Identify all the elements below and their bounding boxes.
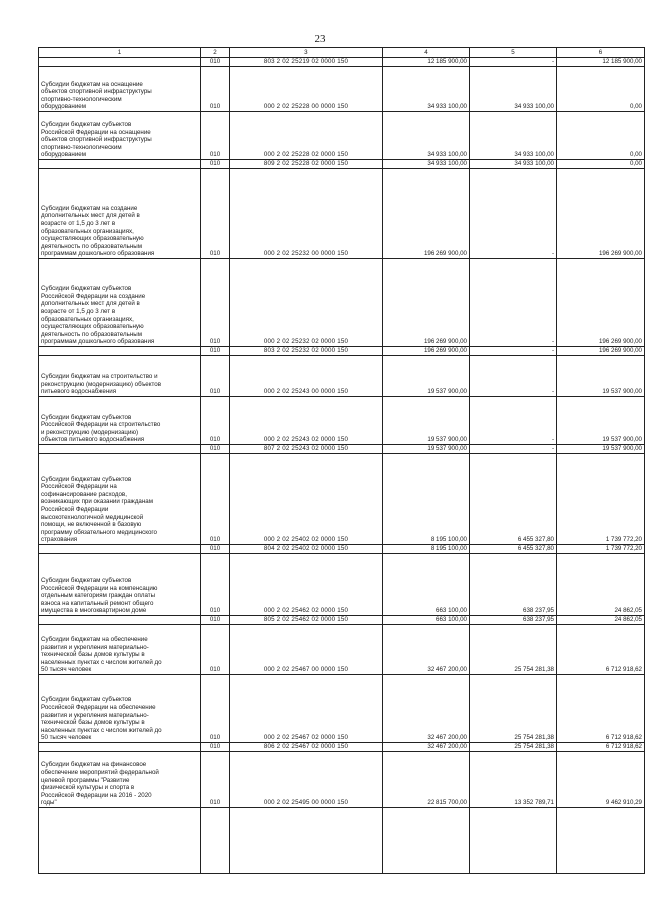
row-name-cell [39, 743, 201, 752]
row-amount-exec-cell: 638 237,95 [470, 554, 557, 616]
row-name-cell: Субсидии бюджетам на обеспечение развития и укрепления материально- технической базы домов культуры в населенных пунктах с числом жителей до 50 тысяч человек [39, 625, 201, 675]
row-amount-plan-cell: 196 269 900,00 [383, 347, 470, 356]
row-amount-plan-cell [383, 808, 470, 874]
row-amount-remain-cell: 24 862,05 [557, 616, 645, 625]
row-name-cell: Субсидии бюджетам субъектов Российской Федерации на обеспечение развития и укрепления материально- технической базы домов культуры в населенных пунктах с числом жителей до 50 тысяч человек [39, 675, 201, 743]
row-amount-remain-cell: 0,00 [557, 160, 645, 169]
row-name-cell: Субсидии бюджетам на создание дополнительных мест для детей в возрасте от 1,5 до 3 лет в образовательных организациях, осуществляющих образовательную деятельность по образовательным программам дошкольного образования [39, 169, 201, 259]
row-code-cell: 010 [201, 58, 230, 67]
row-code-cell: 010 [201, 616, 230, 625]
header-col-3: 3 [230, 48, 383, 58]
row-amount-plan-cell: 663 100,00 [383, 616, 470, 625]
row-amount-exec-cell: 25 754 281,38 [470, 675, 557, 743]
table-row [39, 545, 645, 554]
row-amount-remain-cell: 6 712 918,62 [557, 743, 645, 752]
row-code-cell: 010 [201, 160, 230, 169]
row-kbk-cell: 000 2 02 25228 02 0000 150 [230, 112, 383, 160]
row-name-cell: Субсидии бюджетам субъектов Российской Федерации на строительство и реконструкцию (модернизацию) объектов питьевого водоснабжения [39, 397, 201, 445]
row-amount-exec-cell: 6 455 327,80 [470, 545, 557, 554]
row-code-cell: 010 [201, 397, 230, 445]
table-row [39, 58, 645, 67]
row-amount-exec-cell: 34 933 100,00 [470, 67, 557, 112]
table-row [39, 752, 645, 808]
row-name-cell [39, 808, 201, 874]
row-amount-exec-cell: 25 754 281,38 [470, 743, 557, 752]
row-code-cell: 010 [201, 356, 230, 397]
row-amount-remain-cell: 196 269 900,00 [557, 169, 645, 259]
row-code-cell: 010 [201, 445, 230, 454]
row-amount-exec-cell: - [470, 259, 557, 347]
row-amount-plan-cell: 22 815 700,00 [383, 752, 470, 808]
row-name-cell: Субсидии бюджетам субъектов Российской Федерации на создание дополнительных мест для детей в возрасте от 1,5 до 3 лет в образовательных организациях, осуществляющих образовательную деятельность по образовательным программам дошкольного образования [39, 259, 201, 347]
table-row [39, 445, 645, 454]
header-col-1: 1 [39, 48, 201, 58]
row-amount-remain-cell: 196 269 900,00 [557, 259, 645, 347]
row-code-cell: 010 [201, 112, 230, 160]
row-code-cell: 010 [201, 743, 230, 752]
row-name-cell: Субсидии бюджетам субъектов Российской Федерации на оснащение объектов спортивной инфраструктуры спортивно-технологическим оборудованием [39, 112, 201, 160]
row-amount-remain-cell: 0,00 [557, 112, 645, 160]
row-name-cell: Субсидии бюджетам субъектов Российской Федерации на софинансирование расходов, возникающих при оказании гражданам Российской Федерации высокотехнологичной медицинской помощи, не включенной в базовую программу обязательного медицинского страхования [39, 454, 201, 545]
table-row [39, 808, 645, 874]
table-row [39, 160, 645, 169]
row-code-cell: 010 [201, 675, 230, 743]
row-name-cell [39, 616, 201, 625]
row-amount-plan-cell: 196 269 900,00 [383, 169, 470, 259]
budget-table [38, 47, 645, 874]
row-amount-exec-cell: - [470, 169, 557, 259]
row-kbk-cell: 000 2 02 25228 00 0000 150 [230, 67, 383, 112]
row-amount-plan-cell: 32 467 200,00 [383, 743, 470, 752]
row-amount-remain-cell: 19 537 900,00 [557, 356, 645, 397]
row-amount-remain-cell: 19 537 900,00 [557, 445, 645, 454]
row-amount-exec-cell: - [470, 397, 557, 445]
row-kbk-cell [230, 808, 383, 874]
row-amount-exec-cell [470, 808, 557, 874]
row-kbk-cell: 000 2 02 25232 00 0000 150 [230, 169, 383, 259]
row-name-cell: Субсидии бюджетам на оснащение объектов спортивной инфраструктуры спортивно-технологическим оборудованием [39, 67, 201, 112]
row-amount-exec-cell: 34 933 100,00 [470, 112, 557, 160]
table-row [39, 675, 645, 743]
row-amount-plan-cell: 19 537 900,00 [383, 397, 470, 445]
row-amount-plan-cell: 34 933 100,00 [383, 67, 470, 112]
header-col-4: 4 [383, 48, 470, 58]
row-amount-exec-cell: 6 455 327,80 [470, 454, 557, 545]
row-code-cell: 010 [201, 347, 230, 356]
table-row [39, 169, 645, 259]
row-kbk-cell: 807 2 02 25243 02 0000 150 [230, 445, 383, 454]
row-name-cell [39, 545, 201, 554]
row-amount-exec-cell: - [470, 347, 557, 356]
row-amount-remain-cell: 196 269 900,00 [557, 347, 645, 356]
row-kbk-cell: 000 2 02 25402 02 0000 150 [230, 454, 383, 545]
row-code-cell: 010 [201, 554, 230, 616]
row-name-cell: Субсидии бюджетам субъектов Российской Федерации на компенсацию отдельным категориям граждан оплаты взноса на капитальный ремонт общего имущества в многоквартирном доме [39, 554, 201, 616]
row-kbk-cell: 000 2 02 25495 00 0000 150 [230, 752, 383, 808]
row-kbk-cell: 809 2 02 25228 02 0000 150 [230, 160, 383, 169]
row-amount-exec-cell: 25 754 281,38 [470, 625, 557, 675]
row-code-cell [201, 808, 230, 874]
row-kbk-cell: 000 2 02 25243 02 0000 150 [230, 397, 383, 445]
table-header-row [39, 48, 645, 58]
header-col-5: 5 [470, 48, 557, 58]
table-row [39, 625, 645, 675]
row-code-cell: 010 [201, 169, 230, 259]
row-name-cell: Субсидии бюджетам на финансовое обеспечение мероприятий федеральной целевой программы "Развитие физической культуры и спорта в Российской Федерации на 2016 - 2020 годы" [39, 752, 201, 808]
row-amount-remain-cell: 6 712 918,62 [557, 625, 645, 675]
row-amount-remain-cell: 6 712 918,62 [557, 675, 645, 743]
table-row [39, 743, 645, 752]
table-row [39, 397, 645, 445]
row-kbk-cell: 806 2 02 25467 02 0000 150 [230, 743, 383, 752]
row-kbk-cell: 803 2 02 25232 02 0000 150 [230, 347, 383, 356]
row-amount-plan-cell: 34 933 100,00 [383, 112, 470, 160]
table-row [39, 67, 645, 112]
row-amount-remain-cell: 9 462 910,29 [557, 752, 645, 808]
row-amount-exec-cell: 34 933 100,00 [470, 160, 557, 169]
row-kbk-cell: 000 2 02 25232 02 0000 150 [230, 259, 383, 347]
table-row [39, 554, 645, 616]
row-amount-plan-cell: 663 100,00 [383, 554, 470, 616]
row-kbk-cell: 804 2 02 25402 02 0000 150 [230, 545, 383, 554]
row-name-cell [39, 445, 201, 454]
row-amount-plan-cell: 12 185 900,00 [383, 58, 470, 67]
table-row [39, 112, 645, 160]
row-amount-plan-cell: 34 933 100,00 [383, 160, 470, 169]
row-amount-plan-cell: 8 195 100,00 [383, 454, 470, 545]
row-amount-remain-cell: 0,00 [557, 67, 645, 112]
table-row [39, 347, 645, 356]
row-code-cell: 010 [201, 625, 230, 675]
row-kbk-cell: 000 2 02 25462 02 0000 150 [230, 554, 383, 616]
row-amount-remain-cell [557, 808, 645, 874]
row-code-cell: 010 [201, 259, 230, 347]
row-amount-exec-cell: - [470, 356, 557, 397]
row-name-cell [39, 347, 201, 356]
row-amount-plan-cell: 32 467 200,00 [383, 625, 470, 675]
row-name-cell: Субсидии бюджетам на строительство и реконструкцию (модернизацию) объектов питьевого водоснабжения [39, 356, 201, 397]
row-amount-exec-cell: 638 237,95 [470, 616, 557, 625]
row-amount-remain-cell: 12 185 900,00 [557, 58, 645, 67]
page-number: 23 [314, 33, 326, 45]
row-amount-plan-cell: 196 269 900,00 [383, 259, 470, 347]
row-kbk-cell: 000 2 02 25467 02 0000 150 [230, 675, 383, 743]
row-name-cell [39, 58, 201, 67]
table-row [39, 616, 645, 625]
row-kbk-cell: 803 2 02 25219 02 0000 150 [230, 58, 383, 67]
row-kbk-cell: 000 2 02 25243 00 0000 150 [230, 356, 383, 397]
table-row [39, 259, 645, 347]
row-code-cell: 010 [201, 67, 230, 112]
row-amount-exec-cell: 13 352 789,71 [470, 752, 557, 808]
row-name-cell [39, 160, 201, 169]
row-code-cell: 010 [201, 752, 230, 808]
row-amount-remain-cell: 1 739 772,20 [557, 545, 645, 554]
row-amount-remain-cell: 24 862,05 [557, 554, 645, 616]
row-amount-exec-cell: - [470, 58, 557, 67]
row-kbk-cell: 000 2 02 25467 00 0000 150 [230, 625, 383, 675]
row-amount-plan-cell: 19 537 900,00 [383, 356, 470, 397]
header-col-2: 2 [201, 48, 230, 58]
row-amount-plan-cell: 32 467 200,00 [383, 675, 470, 743]
header-col-6: 6 [557, 48, 645, 58]
table-row [39, 356, 645, 397]
row-code-cell: 010 [201, 454, 230, 545]
row-code-cell: 010 [201, 545, 230, 554]
row-amount-plan-cell: 19 537 900,00 [383, 445, 470, 454]
row-amount-plan-cell: 8 195 100,00 [383, 545, 470, 554]
row-kbk-cell: 805 2 02 25462 02 0000 150 [230, 616, 383, 625]
table-row [39, 454, 645, 545]
row-amount-remain-cell: 1 739 772,20 [557, 454, 645, 545]
row-amount-exec-cell: - [470, 445, 557, 454]
row-amount-remain-cell: 19 537 900,00 [557, 397, 645, 445]
